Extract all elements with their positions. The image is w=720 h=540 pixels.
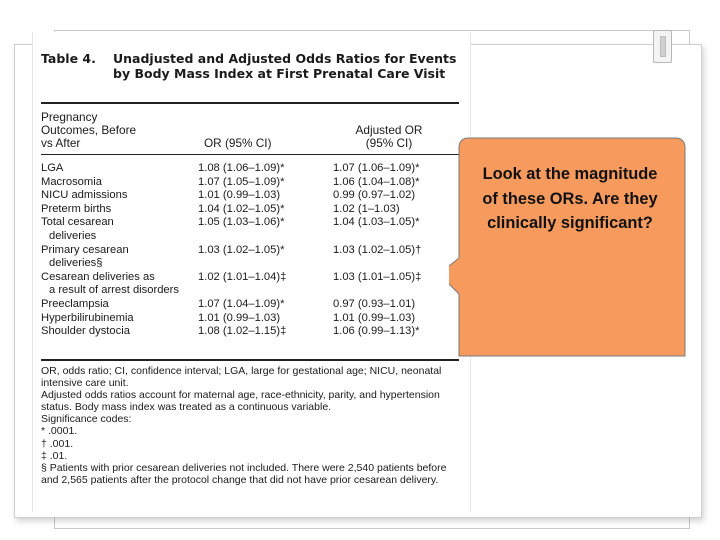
- cell-adjusted-or: 1.02 (1–1.03): [333, 202, 400, 215]
- cell-outcome: [41, 271, 199, 298]
- cell-adjusted-or: 1.06 (1.04–1.08)*: [333, 175, 420, 188]
- table-row: [41, 325, 471, 339]
- footnote-significance-code: † .001.: [41, 437, 74, 450]
- cell-or: 1.01 (0.99–1.03): [198, 189, 281, 202]
- cell-outcome: Preterm births: [41, 202, 112, 215]
- cell-or: 1.03 (1.02–1.05)*: [198, 243, 285, 256]
- odds-ratio-table: [32, 32, 471, 512]
- table-row: [41, 216, 471, 243]
- cell-adjusted-or: 0.99 (0.97–1.02): [333, 189, 416, 202]
- cell-or: 1.08 (1.06–1.09)*: [198, 162, 285, 174]
- table-rule-header: [41, 154, 459, 155]
- table-row: [41, 244, 471, 271]
- table-row: [41, 203, 471, 217]
- footnote-significance-title: Significance codes:: [41, 413, 132, 426]
- footnote-significance-code: * .0001.: [41, 425, 78, 438]
- cell-or: 1.07 (1.04–1.09)*: [198, 297, 285, 310]
- cell-or: 1.02 (1.01–1.04)‡: [198, 270, 287, 283]
- table-row: [41, 298, 471, 312]
- slide-frame-tab: [653, 30, 672, 63]
- cell-outcome: NICU admissions: [41, 189, 128, 202]
- table-body: [41, 162, 471, 339]
- cell-outcome-main: Primary cesarean: [41, 243, 129, 256]
- table-row: [41, 312, 471, 326]
- cell-or: 1.07 (1.05–1.09)*: [198, 175, 285, 188]
- cell-outcome: [41, 244, 199, 271]
- footnote-patients: § Patients with prior cesarean deliveries not included. There were 2,540 patients before and 2,565 patients after the protocol change that did not have prior cesarean delivery.: [41, 461, 447, 486]
- table-footnotes: [41, 365, 461, 486]
- cell-outcome: [41, 216, 199, 243]
- cell-adjusted-or: 1.01 (0.99–1.03): [333, 311, 416, 324]
- cell-or: 1.04 (1.02–1.05)*: [198, 202, 285, 215]
- table-row: [41, 176, 471, 190]
- cell-outcome: Preeclampsia: [41, 297, 109, 310]
- cell-outcome-main: Total cesarean: [41, 216, 114, 229]
- callout-text: Look at the magnitude of these ORs. Are they clinically significant?: [482, 165, 658, 233]
- cell-outcome-continued: deliveries§: [49, 257, 103, 270]
- column-header-outcome-line: vs After: [41, 136, 81, 151]
- column-header-outcome-line: Outcomes, Before: [41, 123, 137, 138]
- cell-adjusted-or: 1.03 (1.01–1.05)‡: [333, 270, 422, 283]
- cell-outcome: Shoulder dystocia: [41, 325, 130, 338]
- speech-callout: [449, 134, 689, 360]
- column-header-or: OR (95% CI): [204, 136, 272, 150]
- table-row: [41, 189, 471, 203]
- table-rule-bottom: [41, 359, 459, 361]
- cell-adjusted-or: 1.03 (1.02–1.05)†: [333, 243, 422, 256]
- footnote-abbreviations: OR, odds ratio; CI, confidence interval; LGA, large for gestational age; NICU, neonatal intensive care unit.: [41, 365, 442, 390]
- column-header-adjusted-line: (95% CI): [365, 136, 413, 151]
- cell-adjusted-or: 1.04 (1.03–1.05)*: [333, 216, 420, 229]
- cell-outcome: Hyperbilirubinemia: [41, 311, 134, 324]
- table-row: [41, 162, 471, 176]
- cell-outcome: Macrosomia: [41, 175, 102, 188]
- cell-outcome-main: Cesarean deliveries as: [41, 270, 155, 283]
- cell-or: 1.01 (0.99–1.03): [198, 311, 281, 324]
- column-header-adjusted: [329, 124, 449, 150]
- table-rule-top: [41, 102, 459, 104]
- cell-adjusted-or: 0.97 (0.93–1.01): [333, 297, 416, 310]
- cell-outcome-continued: deliveries: [49, 229, 97, 242]
- cell-adjusted-or: 1.06 (0.99–1.13)*: [333, 325, 420, 338]
- table-row: [41, 271, 471, 298]
- cell-or: 1.08 (1.02–1.15)‡: [198, 325, 287, 338]
- table-title: [41, 52, 467, 81]
- cell-outcome: LGA: [41, 162, 64, 174]
- table-title-text: Unadjusted and Adjusted Odds Ratios for Events by Body Mass Index at First Prenatal Care Visit: [113, 51, 457, 81]
- footnote-significance-code: ‡ .01.: [41, 449, 68, 462]
- cell-outcome-continued: a result of arrest disorders: [49, 284, 179, 297]
- footnote-adjusted: Adjusted odds ratios account for maternal age, race-ethnicity, parity, and hypertension status. Body mass index was treated as a continuous variable.: [41, 389, 440, 414]
- table-title-label: Table 4.: [41, 51, 96, 66]
- column-header-adjusted-line: Adjusted OR: [355, 123, 423, 137]
- column-header-outcome-line: Pregnancy: [41, 110, 98, 124]
- column-header-outcome: [41, 111, 221, 151]
- cell-or: 1.05 (1.03–1.06)*: [198, 216, 285, 229]
- cell-adjusted-or: 1.07 (1.06–1.09)*: [333, 162, 420, 174]
